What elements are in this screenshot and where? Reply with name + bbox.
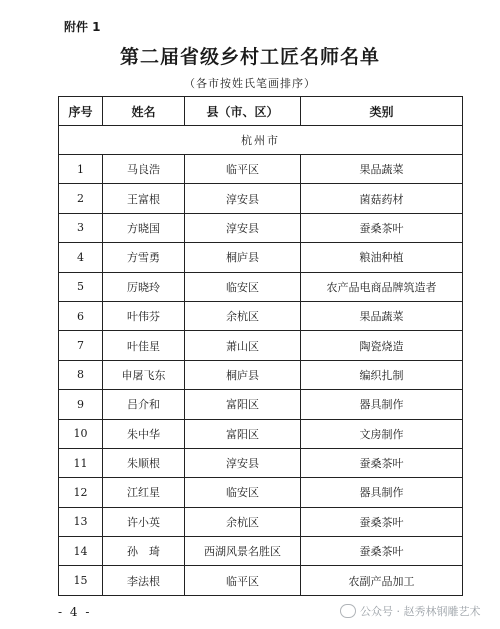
cell-county: 富阳区 xyxy=(185,390,301,419)
cell-category: 文房制作 xyxy=(301,419,463,448)
cell-index: 15 xyxy=(59,566,103,595)
cell-category: 编织扎制 xyxy=(301,360,463,389)
cell-category: 陶瓷烧造 xyxy=(301,331,463,360)
cell-county: 富阳区 xyxy=(185,419,301,448)
cell-county: 临平区 xyxy=(185,566,301,595)
cell-county: 临安区 xyxy=(185,272,301,301)
cell-county: 桐庐县 xyxy=(185,360,301,389)
table-row xyxy=(59,566,463,595)
table-row xyxy=(59,272,463,301)
cell-index: 4 xyxy=(59,243,103,272)
cell-county: 萧山区 xyxy=(185,331,301,360)
cell-name: 吕介和 xyxy=(103,390,185,419)
cell-category: 农副产品加工 xyxy=(301,566,463,595)
table-row xyxy=(59,331,463,360)
table-row xyxy=(59,507,463,536)
cell-name: 叶伟芬 xyxy=(103,301,185,330)
page-number: - 4 - xyxy=(58,605,92,619)
cell-index: 11 xyxy=(59,448,103,477)
cell-category: 蚕桑茶叶 xyxy=(301,507,463,536)
cell-county: 临安区 xyxy=(185,478,301,507)
watermark xyxy=(340,603,481,619)
table-header-row xyxy=(59,97,463,126)
city-name: 杭州市 xyxy=(59,126,463,155)
cell-category: 器具制作 xyxy=(301,390,463,419)
cell-index: 6 xyxy=(59,301,103,330)
document-subtitle: （各市按姓氏笔画排序） xyxy=(184,77,316,90)
cell-category: 蚕桑茶叶 xyxy=(301,448,463,477)
cell-index: 5 xyxy=(59,272,103,301)
cell-name: 李法根 xyxy=(103,566,185,595)
cell-index: 3 xyxy=(59,213,103,242)
cell-name: 马良浩 xyxy=(103,155,185,184)
cell-name: 方雪勇 xyxy=(103,243,185,272)
cell-category: 农产品电商品牌筑造者 xyxy=(301,272,463,301)
cell-index: 12 xyxy=(59,478,103,507)
cell-name: 许小英 xyxy=(103,507,185,536)
header-category: 类别 xyxy=(301,97,463,126)
city-group-row xyxy=(59,126,463,155)
cell-category: 蚕桑茶叶 xyxy=(301,213,463,242)
cell-county: 桐庐县 xyxy=(185,243,301,272)
table-row xyxy=(59,360,463,389)
cell-category: 粮油种植 xyxy=(301,243,463,272)
table-row xyxy=(59,537,463,566)
header-index: 序号 xyxy=(59,97,103,126)
cell-index: 13 xyxy=(59,507,103,536)
cell-category: 果品蔬菜 xyxy=(301,155,463,184)
cell-index: 9 xyxy=(59,390,103,419)
cell-county: 余杭区 xyxy=(185,301,301,330)
table-row xyxy=(59,155,463,184)
header-county: 县（市、区） xyxy=(185,97,301,126)
table-row xyxy=(59,478,463,507)
cell-name: 叶佳星 xyxy=(103,331,185,360)
cell-category: 菌菇药材 xyxy=(301,184,463,213)
cell-name: 朱顺根 xyxy=(103,448,185,477)
cell-category: 果品蔬菜 xyxy=(301,301,463,330)
attachment-label: 附件 1 xyxy=(64,20,101,34)
cell-county: 临平区 xyxy=(185,155,301,184)
table-row xyxy=(59,301,463,330)
cell-county: 淳安县 xyxy=(185,213,301,242)
cell-name: 申屠飞东 xyxy=(103,360,185,389)
table-row xyxy=(59,213,463,242)
watermark-text: 公众号 · 赵秀林钢雕艺术 xyxy=(360,605,481,618)
table-row xyxy=(59,184,463,213)
table-row xyxy=(59,243,463,272)
header-name: 姓名 xyxy=(103,97,185,126)
cell-index: 2 xyxy=(59,184,103,213)
roster-table xyxy=(58,96,463,596)
cell-index: 14 xyxy=(59,537,103,566)
cell-name: 厉晓玲 xyxy=(103,272,185,301)
document-title: 第二届省级乡村工匠名师名单 xyxy=(119,46,380,68)
cell-county: 余杭区 xyxy=(185,507,301,536)
cell-name: 江红星 xyxy=(103,478,185,507)
cell-name: 方晓国 xyxy=(103,213,185,242)
cell-index: 10 xyxy=(59,419,103,448)
cell-name: 王富根 xyxy=(103,184,185,213)
cell-name: 孙 琦 xyxy=(103,537,185,566)
cell-county: 西湖风景名胜区 xyxy=(185,537,301,566)
wechat-icon xyxy=(340,604,356,618)
table-row xyxy=(59,390,463,419)
cell-name: 朱中华 xyxy=(103,419,185,448)
cell-index: 1 xyxy=(59,155,103,184)
cell-category: 器具制作 xyxy=(301,478,463,507)
cell-county: 淳安县 xyxy=(185,184,301,213)
cell-index: 8 xyxy=(59,360,103,389)
cell-category: 蚕桑茶叶 xyxy=(301,537,463,566)
table-row xyxy=(59,419,463,448)
cell-county: 淳安县 xyxy=(185,448,301,477)
table-row xyxy=(59,448,463,477)
cell-index: 7 xyxy=(59,331,103,360)
